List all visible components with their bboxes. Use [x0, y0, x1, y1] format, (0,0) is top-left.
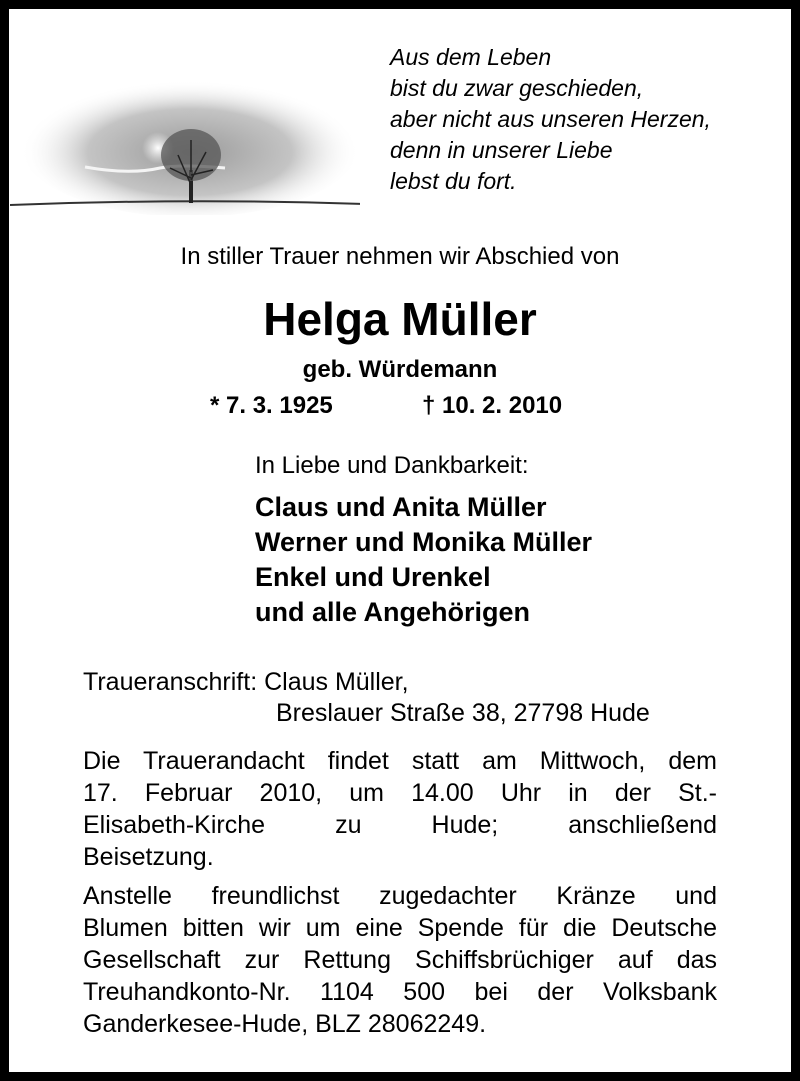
- text-line: Blumen bitten wir um eine Spende für die Deutsche: [83, 914, 717, 942]
- poem-line: denn in unserer Liebe: [390, 137, 613, 163]
- mourner: Enkel und Urenkel: [255, 562, 491, 592]
- text-line: Die Trauerandacht findet statt am Mittwoch, dem: [83, 747, 717, 775]
- mourner: Claus und Anita Müller: [255, 492, 547, 522]
- mourners-list: [255, 490, 592, 630]
- birth-name: geb. Würdemann: [302, 356, 498, 383]
- text-line: Beisetzung.: [83, 843, 214, 871]
- text-line: 17. Februar 2010, um 14.00 Uhr in der St.-: [83, 779, 717, 807]
- donation-paragraph: [83, 880, 717, 1040]
- poem-line: aber nicht aus unseren Herzen,: [390, 106, 711, 132]
- poem-line: bist du zwar geschieden,: [390, 75, 644, 101]
- poem: [390, 42, 711, 197]
- poem-line: lebst du fort.: [390, 168, 517, 194]
- mourner: Werner und Monika Müller: [255, 527, 593, 557]
- address-line-1: Traueranschrift: Claus Müller,: [83, 668, 409, 696]
- text-line: Gesellschaft zur Rettung Schiffsbrüchiger auf das: [83, 946, 717, 974]
- intro-text: In stiller Trauer nehmen wir Abschied von: [180, 243, 620, 270]
- text-line: Treuhandkonto-Nr. 1104 500 bei der Volksbank: [83, 978, 717, 1006]
- service-paragraph: [83, 745, 717, 873]
- text-line: Elisabeth-Kirche zu Hude; anschließend: [83, 811, 717, 839]
- address-line-2: Breslauer Straße 38, 27798 Hude: [276, 699, 650, 727]
- text-line: Anstelle freundlichst zugedachter Kränze und: [83, 882, 717, 910]
- text-line: Ganderkesee-Hude, BLZ 28062249.: [83, 1010, 487, 1038]
- deceased-name: Helga Müller: [263, 293, 537, 345]
- birth-date: * 7. 3. 1925: [210, 392, 333, 419]
- death-date: † 10. 2. 2010: [422, 392, 563, 419]
- poem-line: Aus dem Leben: [390, 44, 552, 70]
- mourner: und alle Angehörigen: [255, 597, 531, 627]
- thanks-heading: In Liebe und Dankbarkeit:: [255, 452, 529, 479]
- tree-landscape-image: [10, 60, 360, 215]
